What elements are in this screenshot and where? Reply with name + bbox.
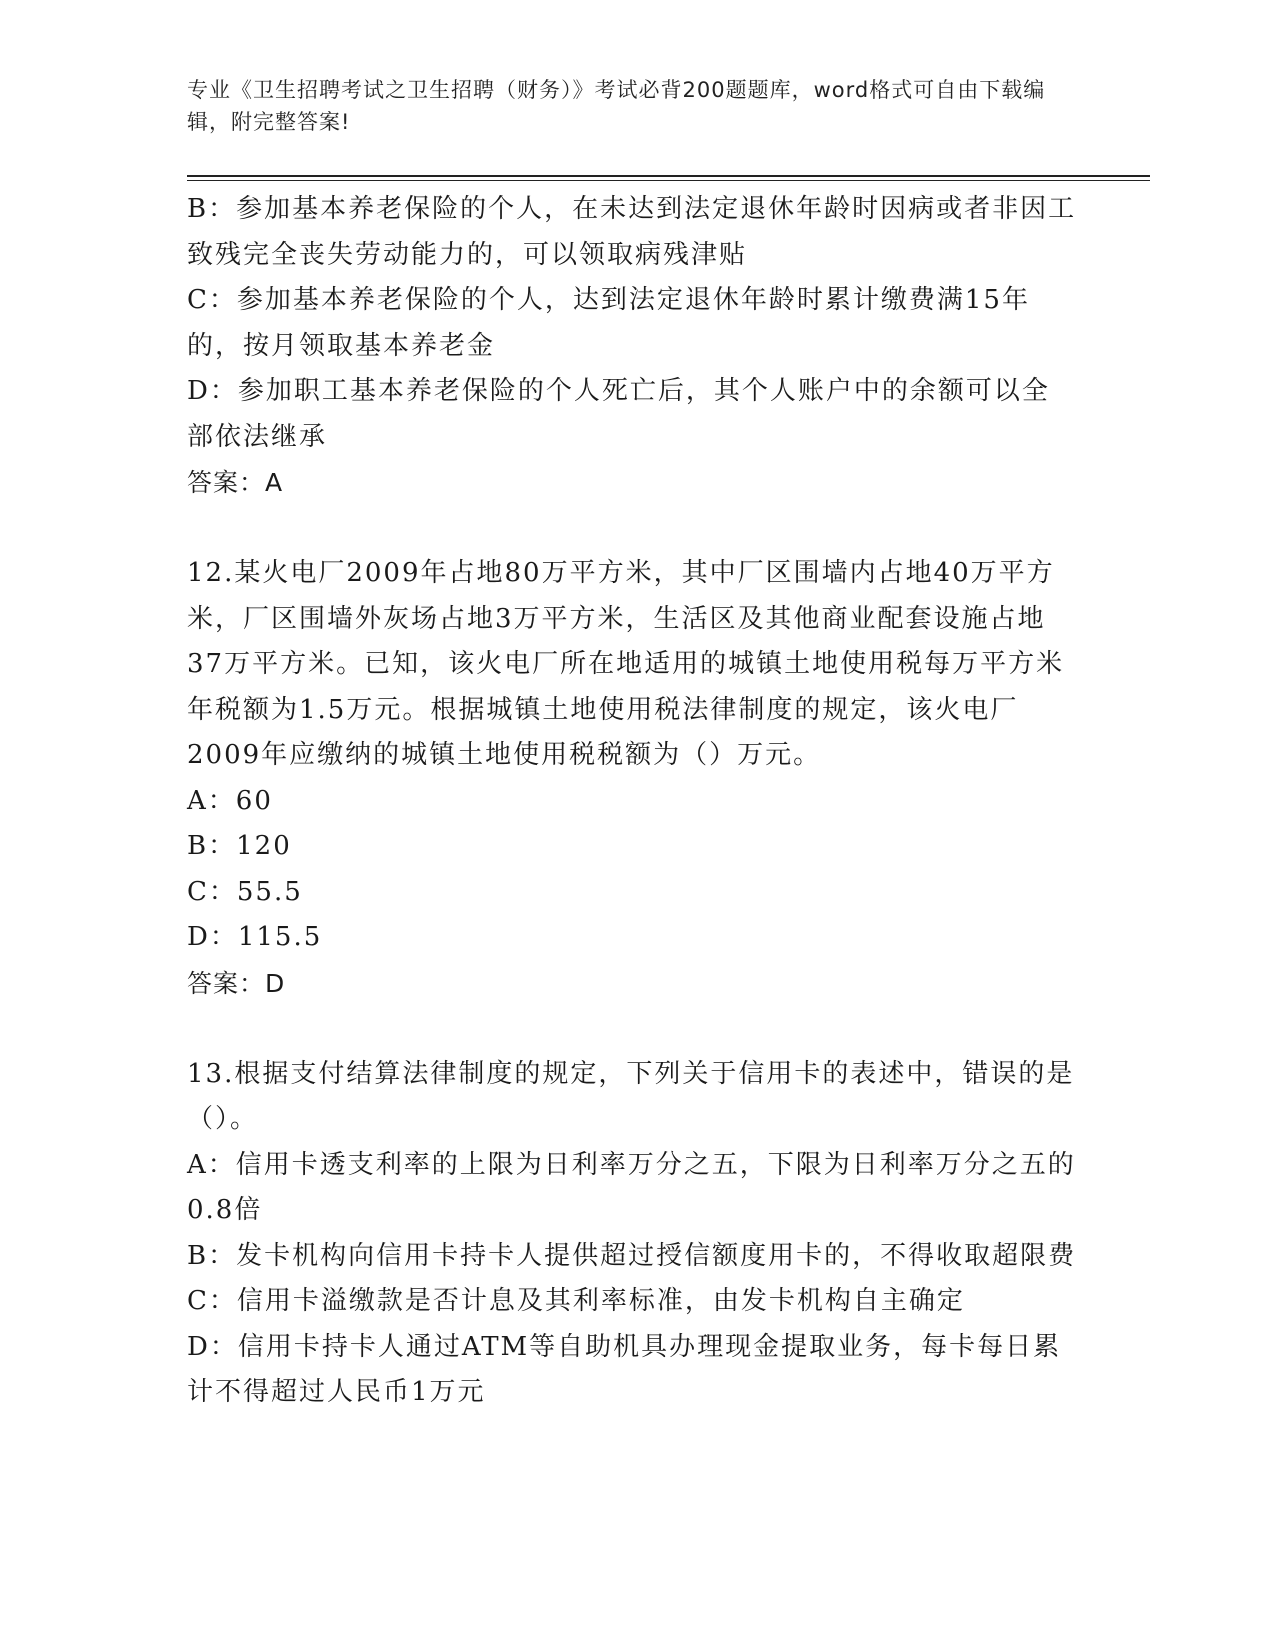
- option-a: A：信用卡透支利率的上限为日利率万分之五，下限为日利率万分之五的0.8倍: [187, 1149, 1076, 1225]
- question-11-tail: [187, 187, 1077, 506]
- option-b: B：发卡机构向信用卡持卡人提供超过授信额度用卡的，不得收取超限费: [187, 1240, 1077, 1271]
- question-stem: 13.根据支付结算法律制度的规定，下列关于信用卡的表述中，错误的是（）。: [187, 1058, 1075, 1134]
- option-d: D：115.5: [187, 922, 323, 952]
- option-a: A：60: [187, 785, 273, 816]
- answer-line: 答案：D: [187, 968, 286, 998]
- option-c: C：55.5: [187, 876, 303, 907]
- option-d: D：参加职工基本养老保险的个人死亡后，其个人账户中的余额可以全部依法继承: [187, 376, 1050, 452]
- option-d: D：信用卡持卡人通过ATM等自助机具办理现金提取业务，每卡每日累计不得超过人民币1万元: [187, 1331, 1062, 1407]
- option-c: C：信用卡溢缴款是否计息及其利率标准，由发卡机构自主确定: [187, 1286, 965, 1316]
- question-gap: [187, 1006, 1077, 1052]
- page-header: 专业《卫生招聘考试之卫生招聘（财务）》考试必背200题题库，word格式可自由下载编辑，附完整答案!: [187, 78, 1046, 134]
- question-13: [187, 1052, 1077, 1416]
- question-gap: [187, 506, 1077, 552]
- question-content: [187, 187, 1077, 1416]
- option-b: B：120: [187, 831, 292, 861]
- header-divider-thin: [187, 180, 1150, 181]
- question-12: [187, 551, 1077, 1006]
- header-divider-thick: [187, 175, 1150, 177]
- answer-line: 答案：A: [187, 468, 284, 497]
- option-c: C：参加基本养老保险的个人，达到法定退休年龄时累计缴费满15年的，按月领取基本养老金: [187, 285, 1030, 361]
- question-stem: 12.某火电厂2009年占地80万平方米，其中厂区围墙内占地40万平方米，厂区围墙外灰场占地3万平方米，生活区及其他商业配套设施占地37万平方米。已知，该火电厂所在地适用的城镇土地使用税每万平方米年税额为1.5万元。根据城镇土地使用税法律制度的规定，该火电厂2009年应缴纳的城镇土地使用税税额为（）万元。: [187, 558, 1065, 770]
- option-b: B：参加基本养老保险的个人，在未达到法定退休年龄时因病或者非因工致残完全丧失劳动能力的，可以领取病残津贴: [187, 194, 1077, 270]
